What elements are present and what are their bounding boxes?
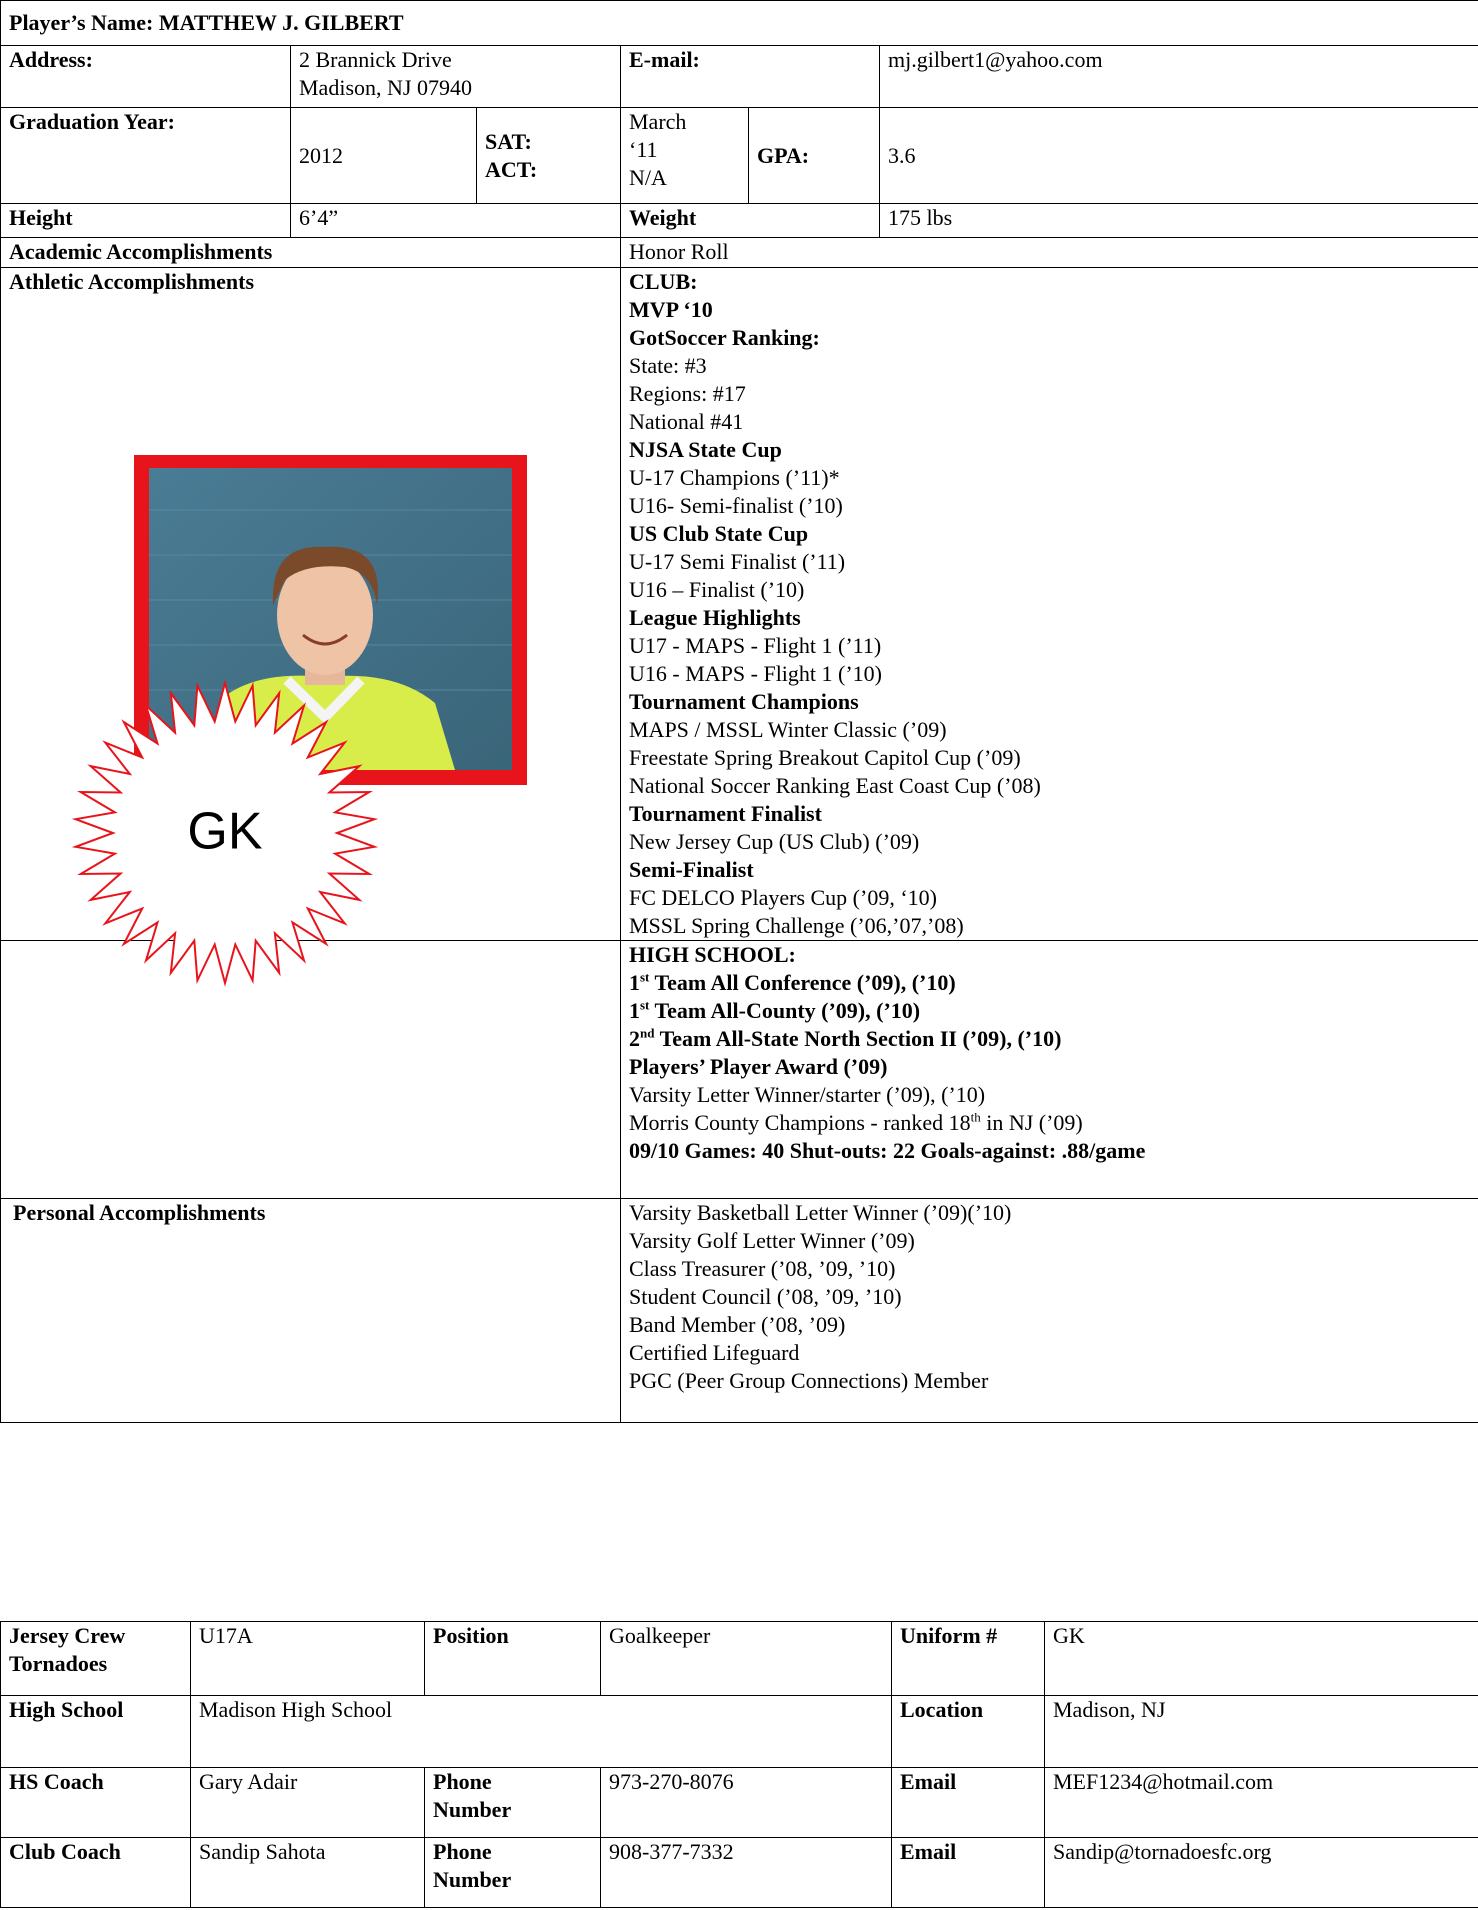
- act-value: N/A: [629, 165, 667, 190]
- email-label: E-mail:: [621, 46, 880, 108]
- club-coach-phone: 908-377-7332: [601, 1838, 892, 1908]
- academic-label: Academic Accomplishments: [1, 238, 621, 268]
- club-section-heading: Semi-Finalist: [629, 857, 754, 882]
- location-value: Madison, NJ: [1045, 1696, 1478, 1768]
- club-section-heading: US Club State Cup: [629, 521, 809, 546]
- uniform-label: Uniform #: [892, 1622, 1045, 1696]
- club-coach-email[interactable]: Sandip@tornadoesfc.org: [1045, 1838, 1478, 1908]
- hs-item: Varsity Letter Winner/starter (’09), (’10): [629, 1082, 986, 1107]
- test-labels: [477, 108, 621, 204]
- club-item: FC DELCO Players Cup (’09, ‘10): [629, 885, 937, 910]
- gpa-value: 3.6: [880, 108, 1478, 204]
- club-section-heading: Tournament Champions: [629, 689, 859, 714]
- academic-value: Honor Roll: [621, 238, 1478, 268]
- club-item: Freestate Spring Breakout Capitol Cup (’09): [629, 745, 1021, 770]
- club-coach-label: Club Coach: [1, 1838, 191, 1908]
- club-item: MSSL Spring Challenge (’06,’07,’08): [629, 913, 964, 938]
- club-item: U16- Semi-finalist (’10): [629, 493, 843, 518]
- weight-value: 175 lbs: [880, 204, 1478, 238]
- personal-label: Personal Accomplishments: [1, 1199, 621, 1423]
- gk-badge-label: GK: [187, 802, 263, 861]
- club-item: U-17 Semi Finalist (’11): [629, 549, 846, 574]
- uniform-value: GK: [1045, 1622, 1478, 1696]
- hs-heading: HIGH SCHOOL:: [629, 942, 796, 967]
- position-value: Goalkeeper: [601, 1622, 892, 1696]
- height-label: Height: [1, 204, 291, 238]
- athletic-label: Athletic Accomplishments: [1, 268, 621, 941]
- sat-value-line2: ‘11: [629, 137, 658, 162]
- club-item: U16 – Finalist (’10): [629, 577, 805, 602]
- email-value: mj.gilbert1@yahoo.com: [880, 46, 1478, 108]
- hs-coach-email-label: Email: [892, 1768, 1045, 1838]
- club-accomplishments: [621, 268, 1478, 941]
- club-item: New Jersey Cup (US Club) (’09): [629, 829, 920, 854]
- height-value: 6’4”: [291, 204, 621, 238]
- personal-accomplishments: [621, 1199, 1478, 1423]
- address-value: [291, 46, 621, 108]
- club-section-heading: League Highlights: [629, 605, 801, 630]
- act-label: ACT:: [485, 156, 538, 182]
- club-section-heading: GotSoccer Ranking:: [629, 325, 820, 350]
- personal-item: Varsity Golf Letter Winner (’09): [629, 1228, 915, 1253]
- hs-award: Players’ Player Award (’09): [629, 1054, 888, 1079]
- hs-coach-name: Gary Adair: [191, 1768, 425, 1838]
- club-section-heading: NJSA State Cup: [629, 437, 782, 462]
- club-section-heading: MVP ‘10: [629, 297, 713, 322]
- club-item: National #41: [629, 409, 744, 434]
- club-item: National Soccer Ranking East Coast Cup (’08): [629, 773, 1041, 798]
- personal-item: Class Treasurer (’08, ’09, ’10): [629, 1256, 896, 1281]
- club-item: U16 - MAPS - Flight 1 (’10): [629, 661, 883, 686]
- personal-item: Band Member (’08, ’09): [629, 1312, 846, 1337]
- high-school-value: Madison High School: [191, 1696, 892, 1768]
- club-item: U-17 Champions (’11)*: [629, 465, 840, 490]
- graduation-value: 2012: [291, 108, 477, 204]
- address-label: Address:: [1, 46, 291, 108]
- club-item: U17 - MAPS - Flight 1 (’11): [629, 633, 882, 658]
- club-coach-email-label: Email: [892, 1838, 1045, 1908]
- team-value: U17A: [191, 1622, 425, 1696]
- weight-label: Weight: [621, 204, 880, 238]
- club-section-heading: CLUB:: [629, 269, 698, 294]
- test-values: [621, 108, 749, 204]
- location-label: Location: [892, 1696, 1045, 1768]
- graduation-label: Graduation Year:: [1, 108, 291, 204]
- club-section-heading: Tournament Finalist: [629, 801, 822, 826]
- high-school-label: High School: [1, 1696, 191, 1768]
- personal-item: PGC (Peer Group Connections) Member: [629, 1368, 989, 1393]
- address-line1: 2 Brannick Drive: [299, 47, 452, 72]
- personal-item: Varsity Basketball Letter Winner (’09)(’10): [629, 1200, 1012, 1225]
- club-coach-name: Sandip Sahota: [191, 1838, 425, 1908]
- address-line2: Madison, NJ 07940: [299, 75, 472, 100]
- club-item: MAPS / MSSL Winter Classic (’09): [629, 717, 947, 742]
- team-label: Jersey Crew Tornadoes: [1, 1622, 191, 1696]
- club-coach-phone-label: Phone Number: [425, 1838, 601, 1908]
- contact-table: [0, 1621, 1478, 1908]
- player-photo-graphic: [55, 455, 535, 1055]
- hs-coach-email[interactable]: MEF1234@hotmail.com: [1045, 1768, 1478, 1838]
- player-name: Player’s Name: MATTHEW J. GILBERT: [1, 1, 1478, 46]
- sat-value-line1: March: [629, 109, 687, 134]
- hs-coach-label: HS Coach: [1, 1768, 191, 1838]
- hs-award: 2nd Team All-State North Section II (’09), (’10): [629, 1025, 1062, 1051]
- position-label: Position: [425, 1622, 601, 1696]
- hs-item: Morris County Champions - ranked 18th in NJ (’09): [629, 1109, 1083, 1135]
- personal-item: Certified Lifeguard: [629, 1340, 800, 1365]
- gpa-label: GPA:: [749, 108, 880, 204]
- hs-coach-phone: 973-270-8076: [601, 1768, 892, 1838]
- hs-coach-phone-label: Phone Number: [425, 1768, 601, 1838]
- high-school-accomplishments: [621, 941, 1478, 1199]
- sat-label: SAT:: [485, 128, 532, 154]
- club-item: Regions: #17: [629, 381, 746, 406]
- club-item: State: #3: [629, 353, 707, 378]
- hs-award: 1st Team All Conference (’09), (’10): [629, 969, 956, 995]
- personal-item: Student Council (’08, ’09, ’10): [629, 1284, 902, 1309]
- hs-stats: 09/10 Games: 40 Shut-outs: 22 Goals-against: .88/game: [629, 1138, 1146, 1163]
- hs-award: 1st Team All-County (’09), (’10): [629, 997, 921, 1023]
